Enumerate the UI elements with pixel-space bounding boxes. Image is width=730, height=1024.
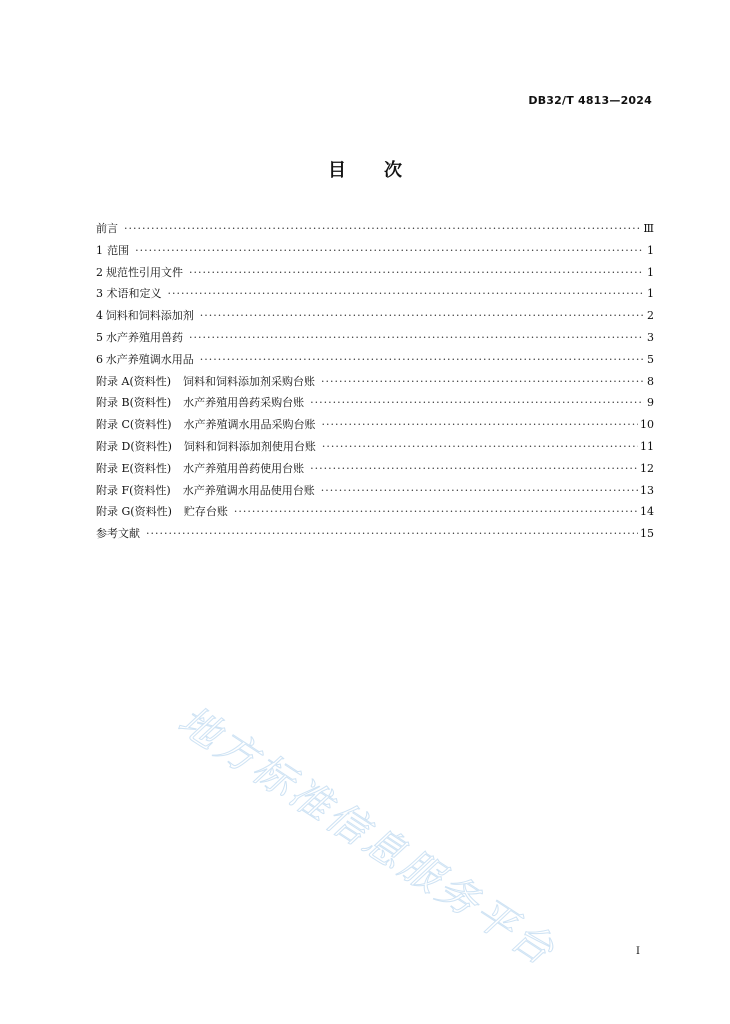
toc-entry-page: 5 xyxy=(647,352,654,366)
toc-entry-page: 1 xyxy=(647,265,654,279)
toc-entry-title: 范围 xyxy=(107,243,130,257)
page-title-char-2: 次 xyxy=(384,160,402,181)
page-title xyxy=(0,156,730,182)
toc-leader-dots xyxy=(321,480,638,502)
toc-entry[interactable] xyxy=(96,523,654,545)
toc-entry-title: 水产养殖调水用品使用台账 xyxy=(182,483,315,497)
toc-leader-dots xyxy=(189,327,644,349)
toc-entry-page: 1 xyxy=(647,243,654,257)
toc-leader-dots xyxy=(124,218,641,240)
toc-entry-page: 1 xyxy=(647,287,654,301)
toc-entry-number: 1 xyxy=(96,243,103,257)
toc-entry-number: 3 xyxy=(96,287,103,301)
toc-entry-title: 参考文献 xyxy=(96,527,140,541)
toc-leader-dots xyxy=(200,349,644,371)
toc-entry[interactable] xyxy=(96,480,654,502)
toc-entry-number: 4 xyxy=(96,309,103,323)
toc-leader-dots xyxy=(234,501,638,523)
toc-entry[interactable] xyxy=(96,283,654,305)
toc-leader-dots xyxy=(146,523,638,545)
toc-entry-appendix-label: 附录 E(资料性) xyxy=(96,461,172,475)
standard-code: DB32/T 4813—2024 xyxy=(528,94,652,107)
page-number: I xyxy=(636,946,640,957)
toc-entry[interactable] xyxy=(96,414,654,436)
toc-entry[interactable] xyxy=(96,240,654,262)
toc-entry[interactable] xyxy=(96,349,654,371)
toc-entry-title: 饲料和饲料添加剂采购台账 xyxy=(183,374,316,388)
toc-entry[interactable] xyxy=(96,501,654,523)
watermark-text: 地方标准信息服务平台 xyxy=(170,697,565,976)
toc-entry-title: 饲料和饲料添加剂使用台账 xyxy=(183,439,316,453)
toc-leader-dots xyxy=(310,392,644,414)
toc-entry-page: 14 xyxy=(640,505,654,519)
toc-entry-appendix-label: 附录 C(资料性) xyxy=(96,418,172,432)
table-of-contents xyxy=(96,218,654,545)
toc-entry-title: 术语和定义 xyxy=(106,287,162,301)
toc-leader-dots xyxy=(167,283,644,305)
toc-leader-dots xyxy=(310,458,638,480)
toc-entry-page: 12 xyxy=(640,461,654,475)
toc-entry-page: Ⅲ xyxy=(643,222,654,235)
toc-entry[interactable] xyxy=(96,262,654,284)
toc-entry[interactable] xyxy=(96,218,654,240)
toc-entry-page: 9 xyxy=(647,396,654,410)
toc-entry-appendix-label: 附录 D(资料性) xyxy=(96,439,172,453)
toc-entry-page: 3 xyxy=(647,330,654,344)
toc-entry-number: 5 xyxy=(96,330,103,344)
toc-entry-title: 规范性引用文件 xyxy=(106,265,183,279)
toc-entry-appendix-label: 附录 B(资料性) xyxy=(96,396,172,410)
toc-entry-appendix-label: 附录 A(资料性) xyxy=(96,374,172,388)
toc-leader-dots xyxy=(322,414,639,436)
toc-entry-title: 前言 xyxy=(96,222,118,235)
toc-entry-appendix-label: 附录 F(资料性) xyxy=(96,483,171,497)
toc-entry-title: 水产养殖用兽药 xyxy=(106,330,183,344)
toc-entry[interactable] xyxy=(96,327,654,349)
toc-entry-page: 2 xyxy=(647,309,654,323)
toc-entry-page: 15 xyxy=(640,527,654,541)
toc-leader-dots xyxy=(322,436,638,458)
page-title-char-1: 目 xyxy=(328,160,346,181)
toc-entry-page: 10 xyxy=(640,418,654,432)
toc-leader-dots xyxy=(135,240,644,262)
toc-entry-number: 2 xyxy=(96,265,103,279)
toc-entry-appendix-label: 附录 G(资料性) xyxy=(96,505,172,519)
toc-entry-title: 水产养殖用兽药采购台账 xyxy=(183,396,305,410)
toc-entry[interactable] xyxy=(96,305,654,327)
toc-entry[interactable] xyxy=(96,436,654,458)
toc-leader-dots xyxy=(321,371,644,393)
toc-entry-page: 8 xyxy=(647,374,654,388)
toc-entry-title: 贮存台账 xyxy=(183,505,228,519)
toc-entry[interactable] xyxy=(96,458,654,480)
toc-entry-number: 6 xyxy=(96,352,103,366)
toc-leader-dots xyxy=(200,305,644,327)
toc-entry-title: 饲料和饲料添加剂 xyxy=(105,309,194,323)
toc-entry-page: 13 xyxy=(640,483,654,497)
toc-leader-dots xyxy=(189,262,644,284)
toc-entry-title: 水产养殖调水用品 xyxy=(105,352,194,366)
toc-entry[interactable] xyxy=(96,371,654,393)
toc-entry[interactable] xyxy=(96,392,654,414)
toc-entry-page: 11 xyxy=(640,439,654,453)
toc-entry-title: 水产养殖调水用品采购台账 xyxy=(183,418,316,432)
toc-entry-title: 水产养殖用兽药使用台账 xyxy=(183,461,305,475)
